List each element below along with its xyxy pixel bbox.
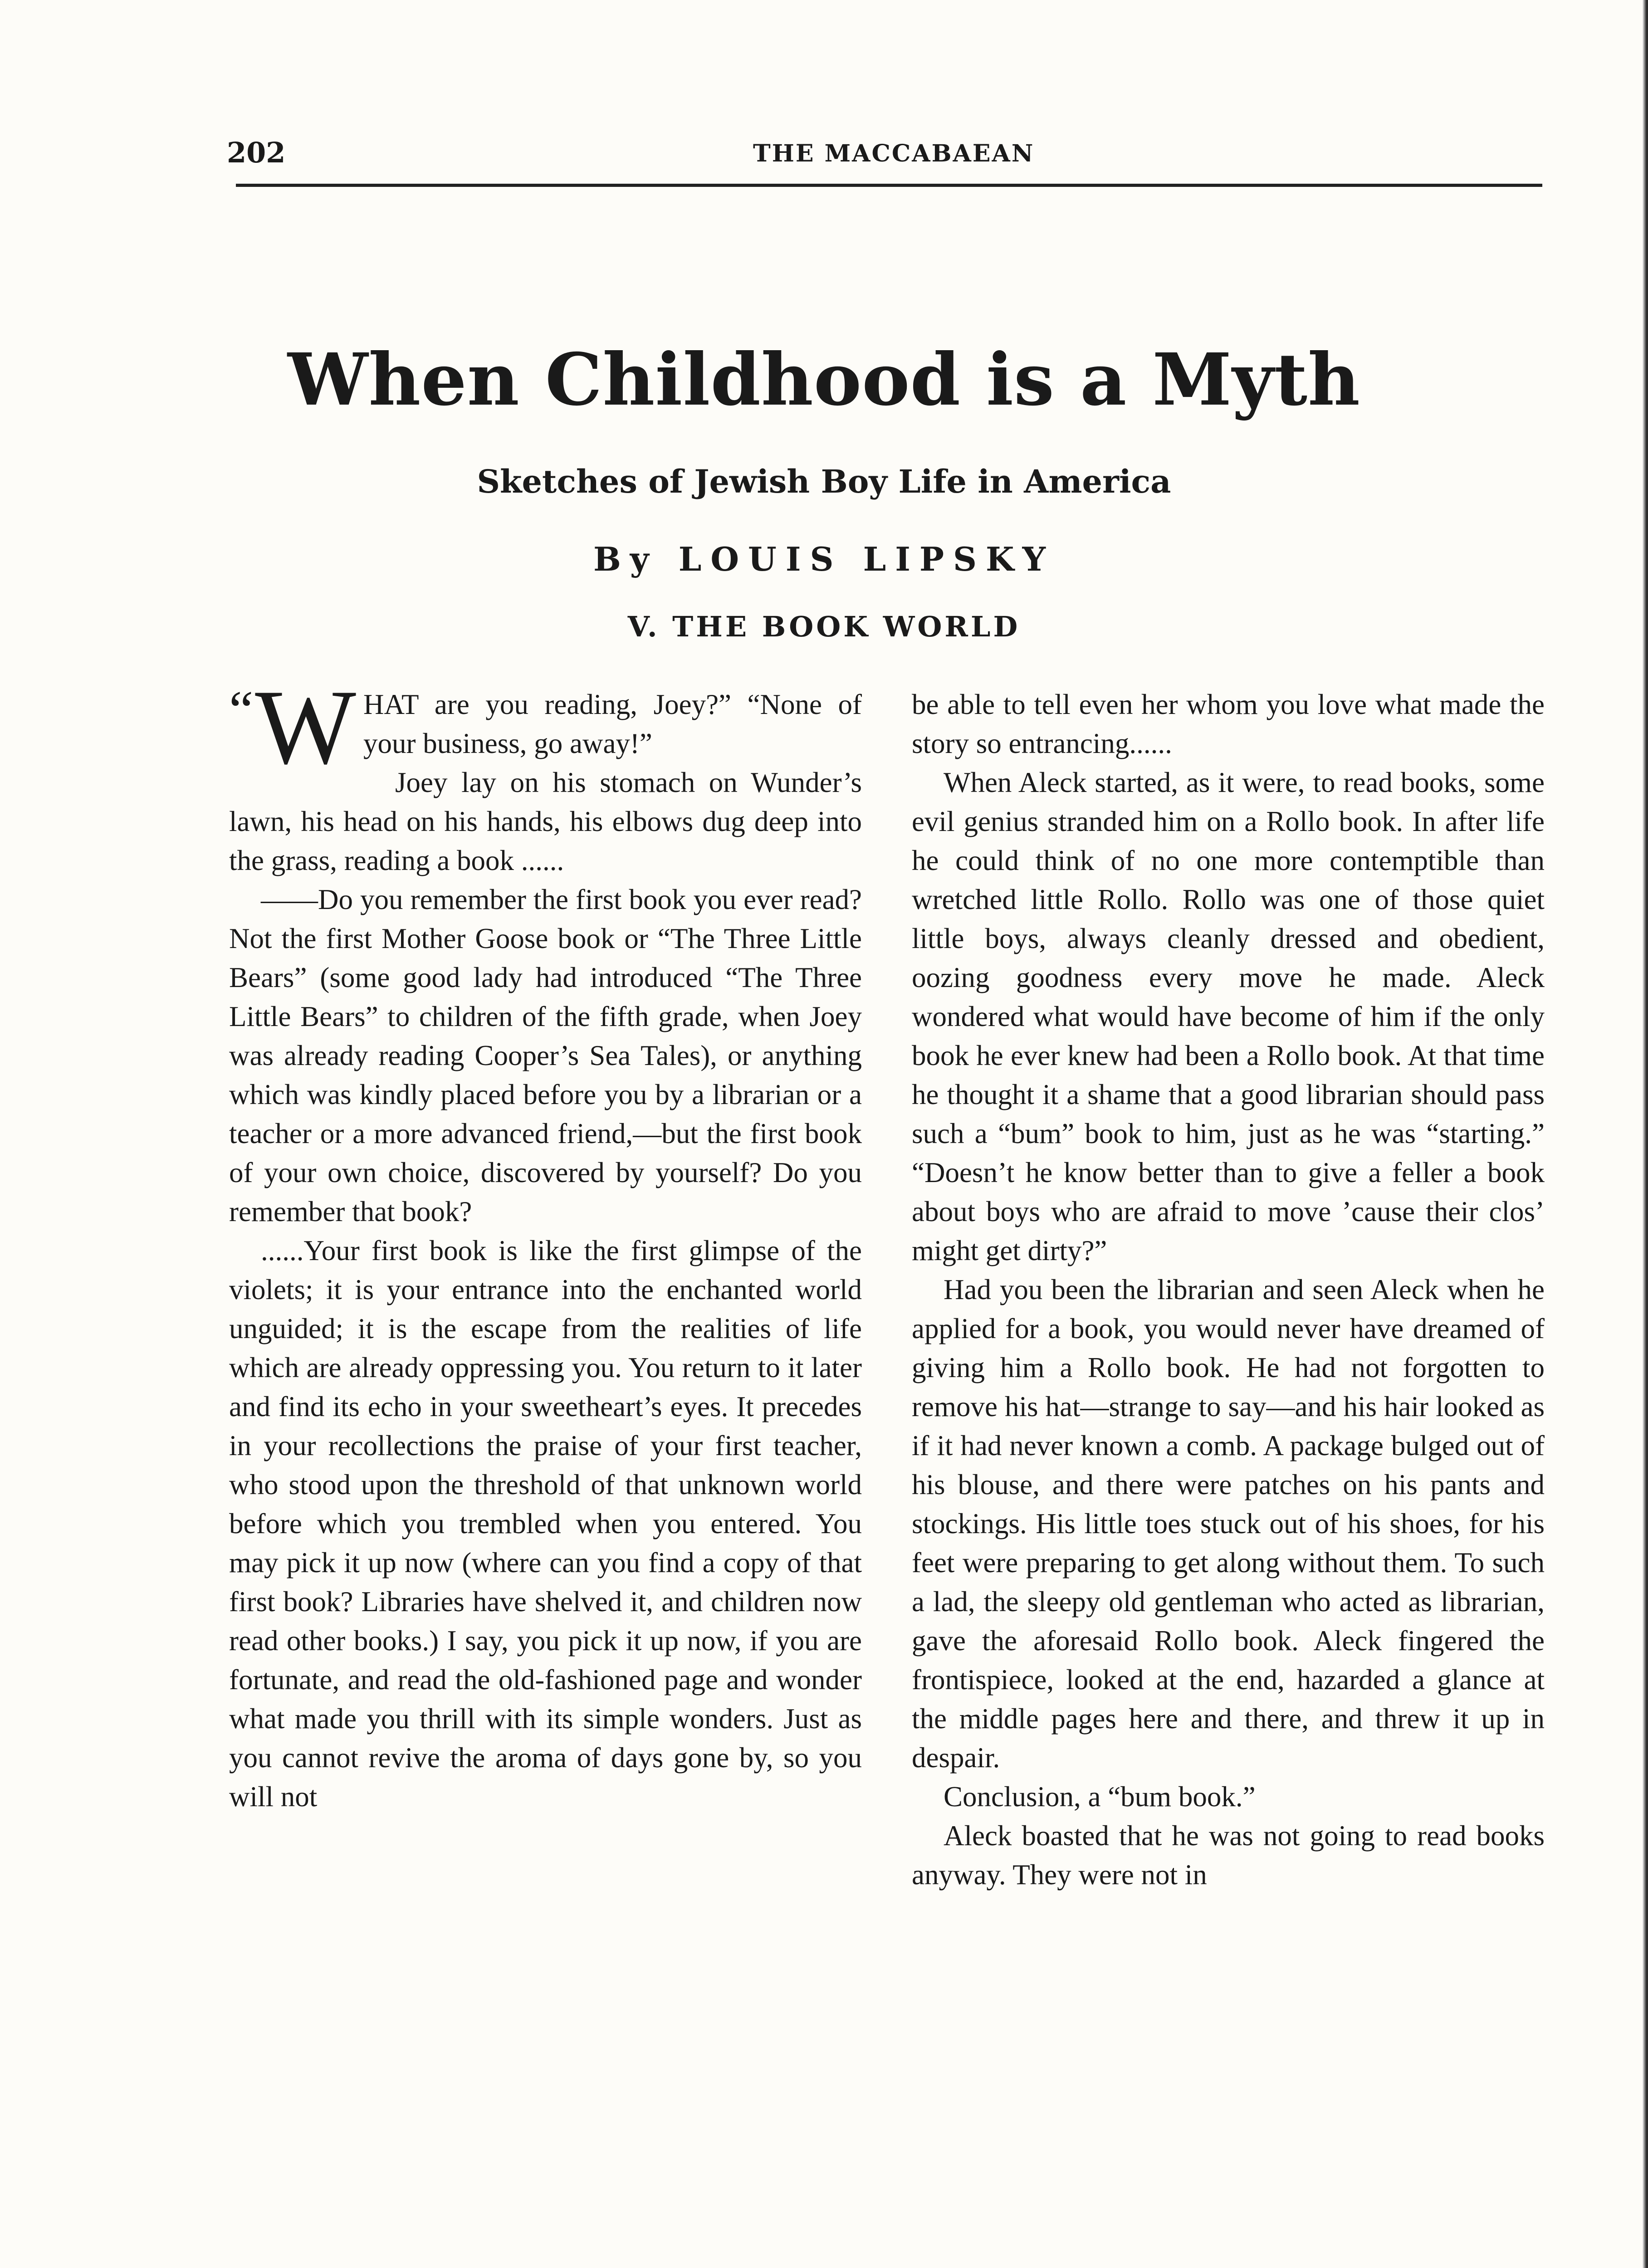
paragraph: ——Do you remember the first book you ever read? Not the first Mother Goose book or “The Three Little Bears” (some good lady had introduced “The Three Little Bears” to children of the fifth grade, when Joey was already reading Cooper’s Sea Tales), or anything which was kindly placed before you by a librarian or a teacher or a more advanced friend,—but the first book of your own choice, discovered by yourself? Do you remember that book?: [229, 884, 862, 1227]
left-column: [229, 668, 862, 1816]
page-header: [227, 136, 1542, 186]
right-column: [912, 685, 1545, 1894]
paragraph-text: HAT are you reading, Joey?” “None of your business, go away!”: [363, 689, 862, 759]
article-subtitle: Sketches of Jewish Boy Life in America: [477, 463, 1171, 500]
section-heading: V. THE BOOK WORLD: [627, 610, 1021, 643]
paragraph: Had you been the librarian and seen Aleck when he applied for a book, you would never have dreamed of giving him a Rollo book. He had not forgotten to remove his hat—strange to say—and his hair looked as if it had never known a comb. A package bulged out of his blouse, and there were patches on his pants and stockings. His little toes stuck out of his shoes, for his feet were preparing to get along without them. To such a lad, the sleepy old gentleman who acted as librarian, gave the aforesaid Rollo book. Aleck fingered the frontispiece, looked at the end, hazarded a glance at the middle pages here and there, and threw it up in despair.: [912, 1274, 1545, 1774]
paragraph: ......Your first book is like the first glimpse of the violets; it is your entrance into the enchanted world unguided; it is the escape from the realities of life which are already oppressing you. You return to it later and find its echo in your sweetheart’s eyes. It precedes in your recollections the praise of your first teacher, who stood upon the threshold of that unknown world before which you trembled when you entered. You may pick it up now (where can you find a copy of that first book? Libraries have shelved it, and children now read other books.) I say, you pick it up now, if you are fortunate, and read the old-fashioned page and wonder what made you thrill with its simple wonders. Just as you cannot revive the aroma of days gone by, so you will not: [229, 1235, 862, 1813]
article-byline: By LOUIS LIPSKY: [593, 540, 1055, 578]
opening-paragraph: [229, 668, 862, 787]
paragraph: When Aleck started, as it were, to read books, some evil genius stranded him on a Rollo book. In after life he could think of no one more contemptible than wretched little Rollo. Rollo was one of those quiet little boys, always cleanly dressed and obedient, oozing goodness every move he made. Aleck wondered what would have become of him if the only book he ever knew had been a Rollo book. At that time he thought it a shame that a good librarian should pass such a “bum” book to him, just as he was “starting.” “Doesn’t he know better than to give a feller a book about boys who are afraid to move ’cause their clos’ might get dirty?”: [912, 767, 1545, 1266]
page-number: 202: [227, 136, 286, 169]
paragraph: Conclusion, a “bum book.”: [944, 1781, 1256, 1813]
header-rule: [236, 184, 1542, 187]
article-title: When Childhood is a Myth: [288, 338, 1360, 422]
paragraph: be able to tell even her whom you love what made the story so entrancing......: [912, 689, 1545, 759]
paragraph: Aleck boasted that he was not going to read books anyway. They were not in: [912, 1820, 1545, 1891]
running-head: THE MACCABAEAN: [753, 140, 1035, 167]
dropcap-quote: “: [229, 679, 254, 740]
dropcap-letter: W: [255, 668, 357, 787]
paragraph: Joey lay on his stomach on Wunder’s lawn, his head on his hands, his elbows dug deep into the grass, reading a book ......: [229, 767, 862, 876]
